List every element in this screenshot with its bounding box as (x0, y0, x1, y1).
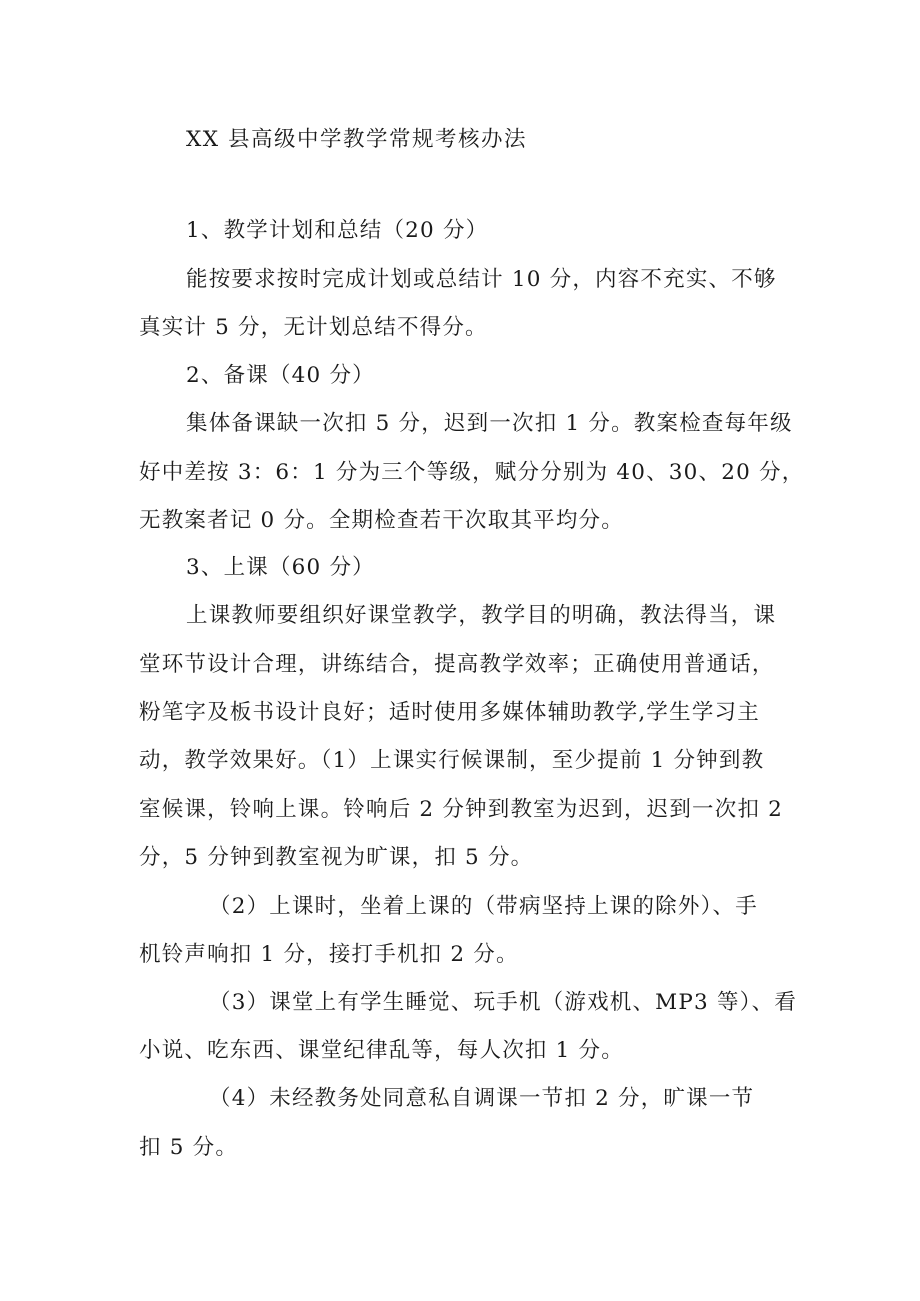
paragraph-line: 小说、吃东西、课堂纪律乱等，每人次扣 1 分。 (139, 1038, 624, 1063)
paragraph-line: 动，教学效果好。（1）上课实行候课制，至少提前 1 分钟到教 (139, 748, 765, 773)
paragraph-line: （4）未经教务处同意私自调课一节扣 2 分，旷课一节 (209, 1086, 755, 1111)
paragraph-line: 粉笔字及板书设计良好；适时使用多媒体辅助教学,学生学习主 (139, 700, 760, 725)
paragraph-line: 堂环节设计合理，讲练结合，提高教学效率；正确使用普通话， (139, 652, 775, 677)
section-heading-lesson-prep: 2、备课（40 分） (186, 363, 375, 388)
paragraph-line: 扣 5 分。 (139, 1135, 239, 1160)
paragraph-line: （2）上课时，坐着上课的（带病坚持上课的除外）、手 (209, 894, 758, 919)
paragraph-line: 分，5 分钟到教室视为旷课，扣 5 分。 (139, 845, 534, 870)
paragraph-line: 机铃声响扣 1 分，接打手机扣 2 分。 (139, 942, 519, 967)
section-heading-teaching-plan: 1、教学计划和总结（20 分） (186, 218, 489, 243)
paragraph-line: 无教案者记 0 分。全期检查若干次取其平均分。 (139, 508, 624, 533)
document-title: XX 县高级中学教学常规考核办法 (186, 127, 527, 152)
section-heading-class: 3、上课（60 分） (186, 555, 375, 580)
paragraph-line: 上课教师要组织好课堂教学，教学目的明确，教法得当，课 (186, 603, 777, 628)
paragraph-line: 能按要求按时完成计划或总结计 10 分，内容不充实、不够 (186, 267, 777, 292)
paragraph-line: 集体备课缺一次扣 5 分，迟到一次扣 1 分。教案检查每年级 (186, 411, 793, 436)
paragraph-line: 真实计 5 分，无计划总结不得分。 (139, 315, 488, 340)
paragraph-line: （3）课堂上有学生睡觉、玩手机（游戏机、MP3 等）、看 (209, 990, 798, 1015)
paragraph-line: 好中差按 3：6：1 分为三个等级，赋分分别为 40、30、20 分， (139, 460, 805, 485)
paragraph-line: 室候课，铃响上课。铃响后 2 分钟到教室为迟到，迟到一次扣 2 (139, 797, 784, 822)
